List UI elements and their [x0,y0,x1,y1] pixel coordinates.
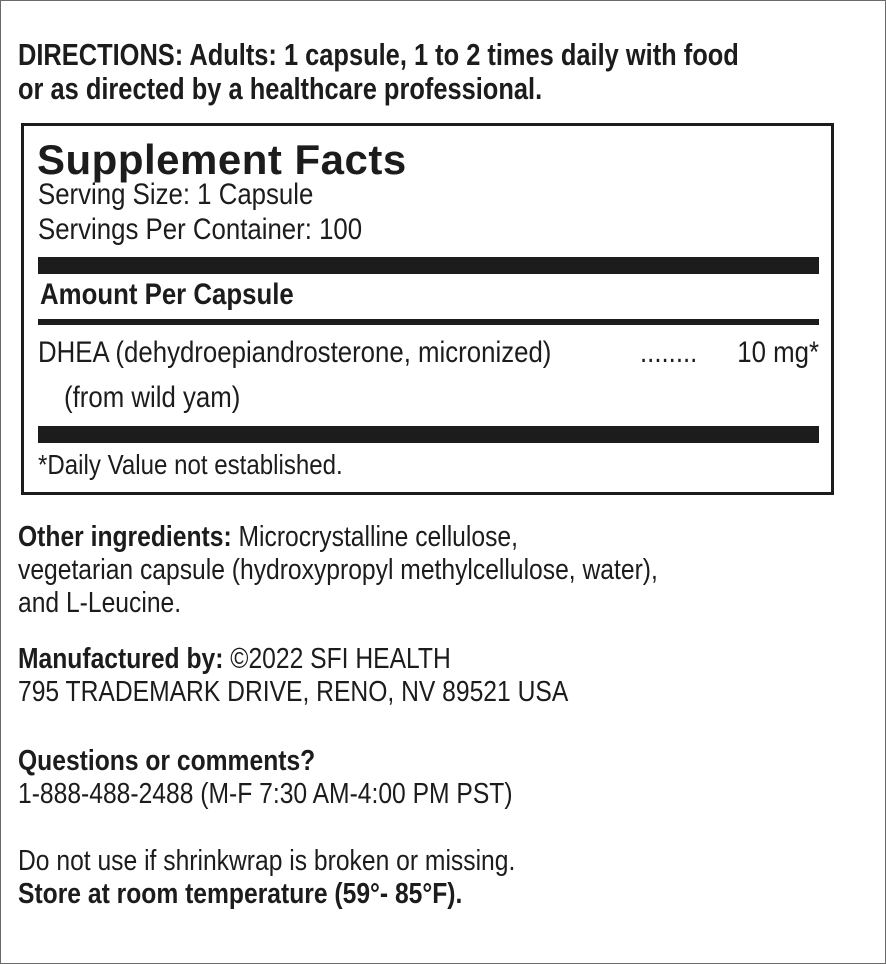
ingredient-leader-dots: ........ [640,336,698,369]
manufacturer-info [18,643,878,709]
supplement-facts-panel [21,123,834,495]
shrinkwrap-warning: Do not use if shrinkwrap is broken or missing. [18,845,516,877]
thick-divider [38,257,819,274]
phone-number: 1-888-488-2488 (M-F 7:30 AM-4:00 PM PST) [18,778,513,810]
thin-divider [38,319,819,325]
servings-per-container: Servings Per Container: 100 [38,213,363,246]
questions-contact [18,745,878,811]
ingredient-name: DHEA (dehydroepiandrosterone, micronized) [38,336,552,369]
other-ingredients [18,521,878,620]
other-ingredients-text-1: Microcrystalline cellulose, [238,521,518,553]
serving-size: Serving Size: 1 Capsule [38,178,314,211]
manufacturer-label: Manufactured by: [18,643,224,675]
thick-divider-bottom [38,426,819,443]
manufacturer-address: 795 TRADEMARK DRIVE, RENO, NV 89521 USA [18,676,569,708]
directions-line-2: or as directed by a healthcare professional. [18,71,543,106]
directions-text [18,38,878,106]
ingredient-source: (from wild yam) [64,381,241,414]
ingredient-amount: 10 mg* [737,336,819,369]
other-ingredients-line-1 [18,521,749,554]
manufacturer-name: ©2022 SFI HEALTH [230,643,451,675]
storage-info [18,845,878,911]
supplement-facts-title: Supplement Facts [37,136,407,183]
manufacturer-line [18,643,749,676]
directions-line-1: DIRECTIONS: Adults: 1 capsule, 1 to 2 times daily with food [18,37,739,72]
storage-instruction: Store at room temperature (59°- 85°F). [18,878,463,910]
other-ingredients-label: Other ingredients: [18,521,232,553]
daily-value-footnote: *Daily Value not established. [38,449,343,480]
other-ingredients-line-2: vegetarian capsule (hydroxypropyl methylcellulose, water), [18,554,658,586]
amount-per-capsule-header: Amount Per Capsule [40,278,294,311]
questions-label: Questions or comments? [18,745,316,777]
other-ingredients-line-3: and L-Leucine. [18,587,182,619]
